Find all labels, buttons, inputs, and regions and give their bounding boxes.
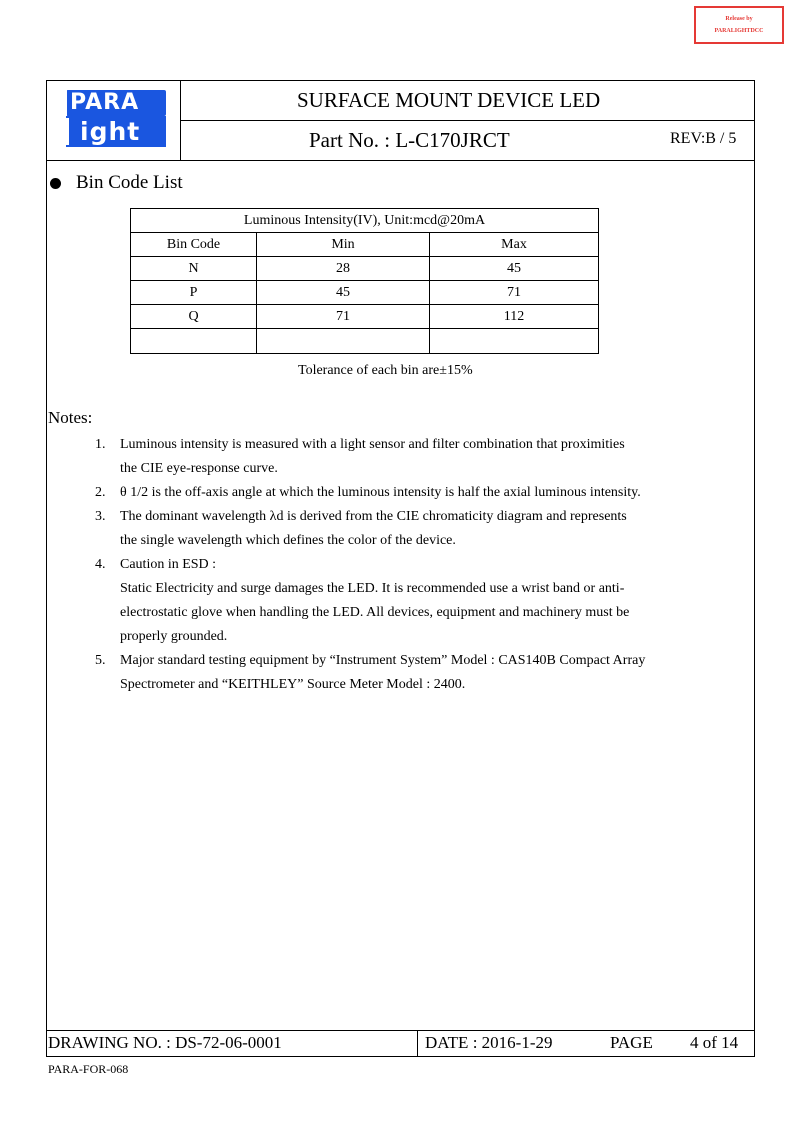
- note-item: 4. Caution in ESD : Static Electricity and surge damages the LED. It is recommended use a wrist band or anti-electrostatic glove when handling the LED. All devices, equipment and machinery must be properly grounded.: [95, 557, 630, 644]
- bullet-icon: [50, 178, 61, 189]
- table-caption: Luminous Intensity(IV), Unit:mcd@20mA: [131, 209, 599, 233]
- notes-list: [95, 433, 695, 697]
- table-cell: P: [131, 281, 257, 305]
- stamp-line2: PARALIGHTDCC: [714, 28, 764, 34]
- part-number: Part No. : L-C170JRCT: [309, 128, 510, 152]
- table-row-empty: [131, 329, 599, 354]
- header-divider: [180, 120, 755, 121]
- document-title: SURFACE MOUNT DEVICE LED: [297, 88, 601, 112]
- footer-top-line: [46, 1030, 755, 1031]
- column-header: Bin Code: [131, 233, 257, 257]
- stamp-line1: Release by: [725, 16, 753, 22]
- header-bottom-line: [46, 160, 755, 161]
- table-cell: 71: [257, 305, 430, 329]
- table-cell: 45: [430, 257, 599, 281]
- table-row: [131, 257, 599, 281]
- section-title: Bin Code List: [76, 172, 183, 193]
- note-item: 1. Luminous intensity is measured with a light sensor and filter combination that proximities the CIE eye-response curve.: [95, 437, 625, 476]
- column-header: Min: [257, 233, 430, 257]
- page-label: PAGE: [610, 1033, 653, 1052]
- logo-para: PARA: [66, 90, 166, 116]
- bin-code-table: [130, 208, 599, 354]
- document-date: DATE : 2016-1-29: [425, 1033, 553, 1052]
- note-item: 3. The dominant wavelength λd is derived from the CIE chromaticity diagram and represents the single wavelength which defines the color of the device.: [95, 509, 627, 548]
- table-header-row: [131, 233, 599, 257]
- table-cell: 28: [257, 257, 430, 281]
- table-cell: 71: [430, 281, 599, 305]
- drawing-number: DRAWING NO. : DS-72-06-0001: [48, 1033, 282, 1052]
- revision: REV:B / 5: [670, 130, 737, 147]
- column-header: Max: [430, 233, 599, 257]
- table-cell: Q: [131, 305, 257, 329]
- note-item: 5. Major standard testing equipment by “Instrument System” Model : CAS140B Compact Array Spectrometer and “KEITHLEY” Source Meter Model : 2400.: [95, 653, 646, 692]
- page-number: 4 of 14: [690, 1033, 739, 1052]
- table-cell: 112: [430, 305, 599, 329]
- table-row: [131, 281, 599, 305]
- form-code: PARA-FOR-068: [48, 1062, 129, 1076]
- table-row: [131, 305, 599, 329]
- logo-light: ight: [66, 116, 166, 147]
- table-cell: 45: [257, 281, 430, 305]
- table-cell: N: [131, 257, 257, 281]
- release-stamp: [694, 6, 784, 44]
- note-item: 2. θ 1/2 is the off-axis angle at which the luminous intensity is half the axial luminous intensity.: [95, 485, 641, 500]
- tolerance-note: Tolerance of each bin are±15%: [298, 363, 473, 378]
- notes-title: Notes:: [48, 408, 93, 427]
